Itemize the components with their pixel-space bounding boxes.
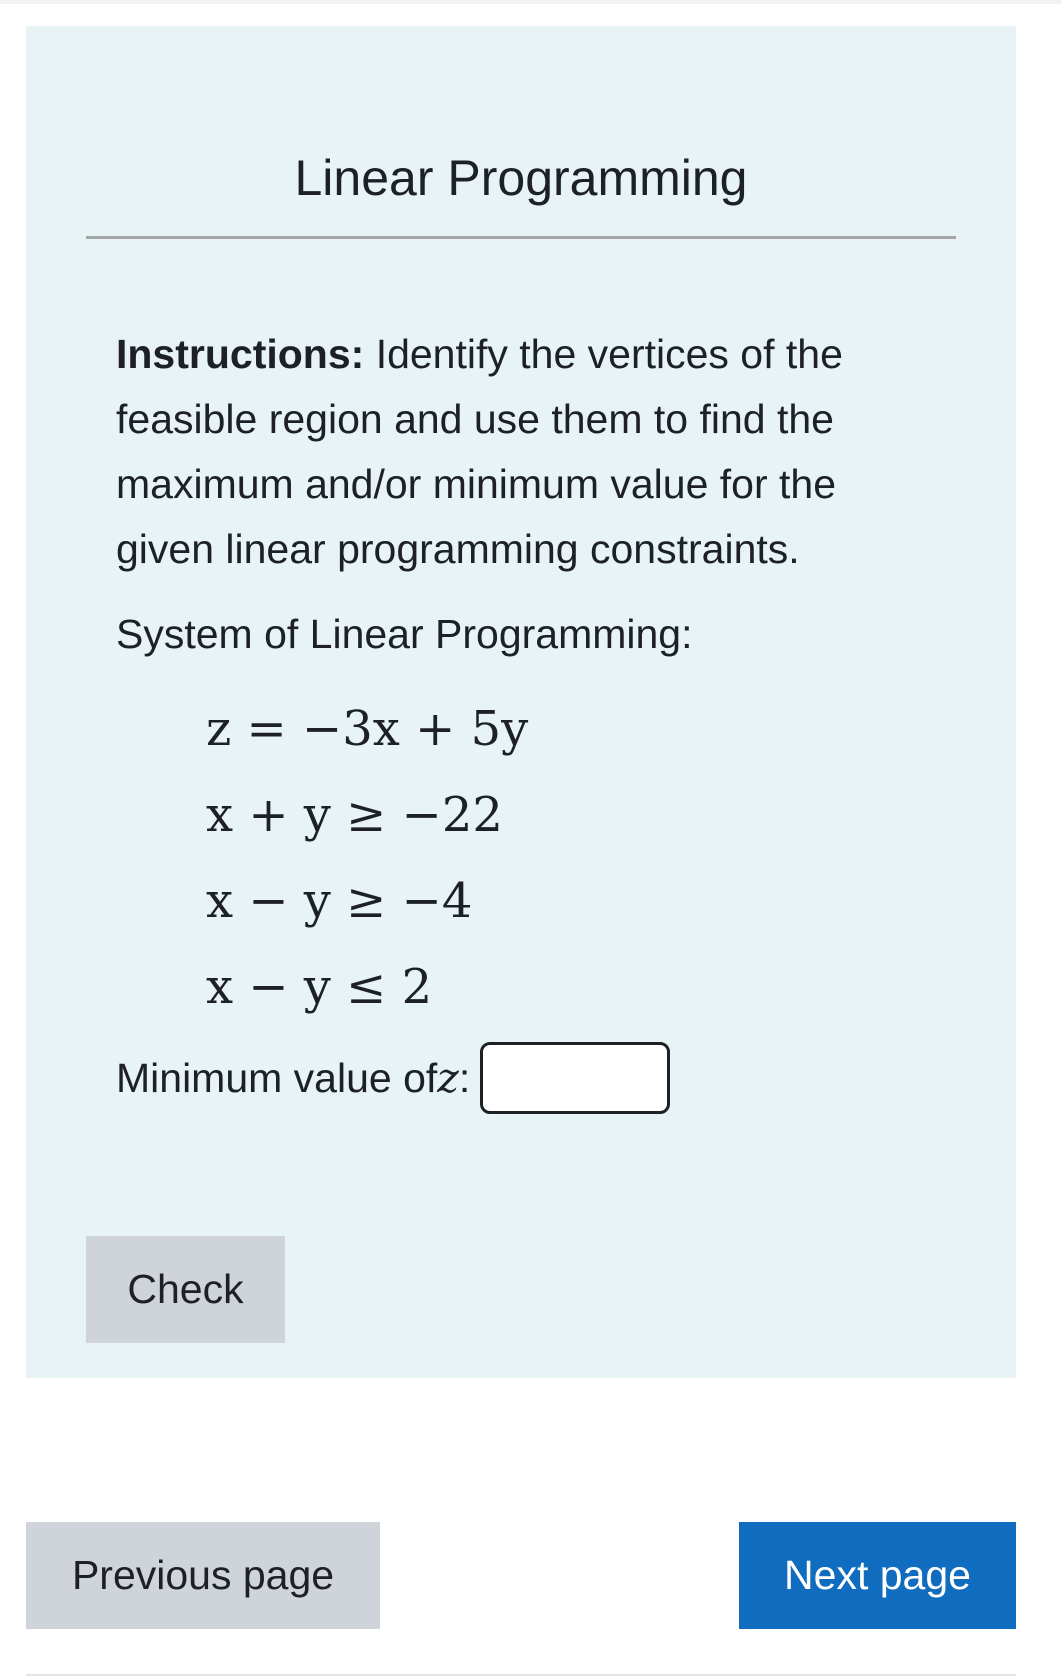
previous-page-button[interactable]: Previous page [26, 1522, 380, 1629]
minimum-value-colon: : [458, 1054, 471, 1101]
instructions [116, 322, 936, 582]
card-title: Linear Programming [294, 150, 748, 206]
constraint-1: x + y ≥ −22 [206, 787, 503, 843]
next-page-button[interactable]: Next page [739, 1522, 1016, 1629]
check-button[interactable]: Check [86, 1236, 285, 1343]
constraint-3: x − y ≤ 2 [206, 959, 433, 1015]
constraint-2: x − y ≥ −4 [206, 873, 473, 929]
minimum-value-row [116, 1038, 670, 1118]
objective-equation: z = −3x + 5y [206, 701, 529, 757]
minimum-value-variable: z [437, 1054, 459, 1102]
title-divider [86, 236, 956, 239]
top-divider [0, 0, 1061, 4]
minimum-value-input[interactable] [480, 1042, 670, 1114]
question-card [26, 26, 1016, 1378]
instructions-label: Instructions: [116, 331, 365, 377]
system-label: System of Linear Programming: [116, 611, 693, 657]
instructions-text: Identify the vertices of the feasible region and use them to find the maximum and/or minimum value for the given linear programming constraints. [116, 331, 843, 572]
equation-list [206, 686, 528, 1030]
bottom-divider [26, 1674, 1016, 1676]
minimum-value-label: Minimum value of [116, 1054, 438, 1101]
